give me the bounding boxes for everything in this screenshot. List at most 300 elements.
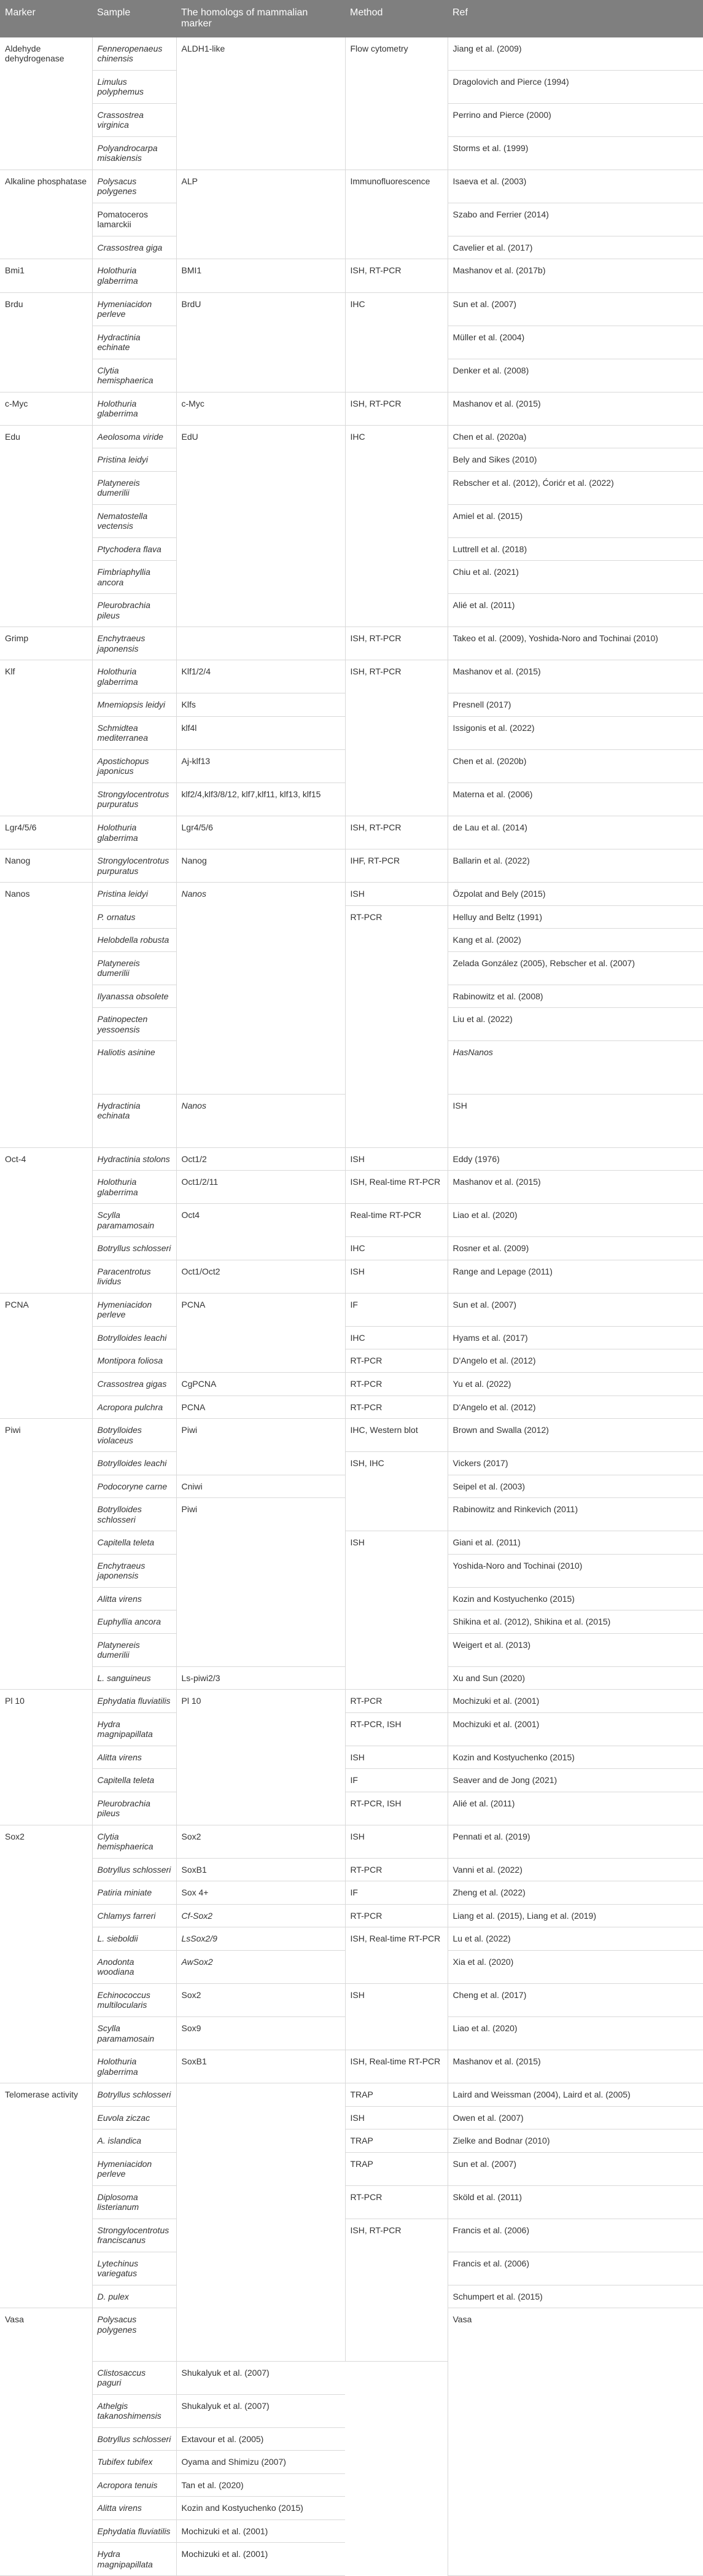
- ref-cell: Seipel et al. (2003): [448, 1475, 703, 1498]
- header-method: Method: [345, 0, 448, 37]
- homolog-cell: Sox2: [176, 1825, 345, 1858]
- marker-cell: Oct-4: [0, 1147, 92, 1293]
- ref-cell: Owen et al. (2007): [448, 2106, 703, 2129]
- ref-cell: Takeo et al. (2009), Yoshida-Noro and Tochinai (2010): [448, 627, 703, 660]
- ref-cell: Rabinowitz and Rinkevich (2011): [448, 1498, 703, 1531]
- homolog-cell: Aj-klf13: [176, 749, 345, 783]
- ref-cell: Chen et al. (2020a): [448, 425, 703, 448]
- sample-cell: Enchytraeus japonensis: [92, 1554, 176, 1587]
- sample-cell: Montipora foliosa: [92, 1349, 176, 1373]
- method-cell: RT-PCR: [345, 2185, 448, 2219]
- sample-cell: Mnemiopsis leidyi: [92, 693, 176, 717]
- sample-cell: Anodonta woodiana: [92, 1950, 176, 1983]
- method-cell: ISH, RT-PCR: [345, 816, 448, 849]
- sample-cell: Hydractinia stolons: [92, 1147, 176, 1171]
- table-row: [0, 1858, 703, 1881]
- sample-cell: Enchytraeus japonensis: [92, 627, 176, 660]
- homolog-cell: Pl 10: [176, 1690, 345, 1825]
- table-row: [0, 1293, 703, 1326]
- table-row: [0, 2185, 703, 2219]
- ref-cell: Mochizuki et al. (2001): [176, 2519, 345, 2543]
- method-cell: ISH, RT-PCR: [345, 392, 448, 425]
- homolog-cell: Cniwi: [176, 1475, 345, 1498]
- table-row: [0, 1147, 703, 1171]
- homolog-cell: ALP: [176, 170, 345, 259]
- ref-cell: Rabinowitz et al. (2008): [448, 985, 703, 1008]
- ref-cell: Özpolat and Bely (2015): [448, 883, 703, 906]
- method-cell: IHC: [345, 1326, 448, 1349]
- ref-cell: Liang et al. (2015), Liang et al. (2019): [448, 1904, 703, 1927]
- ref-cell: Weigert et al. (2013): [448, 1633, 703, 1666]
- sample-cell: Podocoryne carne: [92, 1475, 176, 1498]
- sample-cell: D. pulex: [92, 2285, 176, 2308]
- sample-cell: Pleurobrachia pileus: [92, 594, 176, 627]
- table-row: [0, 1260, 703, 1293]
- marker-cell: Telomerase activity: [0, 2083, 92, 2308]
- ref-cell: Presnell (2017): [448, 693, 703, 717]
- sample-cell: Alitta virens: [92, 1587, 176, 1610]
- ref-cell: Szabo and Ferrier (2014): [448, 203, 703, 236]
- homolog-cell: Oct4: [176, 1204, 345, 1260]
- sample-cell: Helobdella robusta: [92, 929, 176, 952]
- table-row: [0, 2106, 703, 2129]
- homolog-cell: ALDH1-like: [176, 37, 345, 170]
- sample-cell: Crassostrea giga: [92, 236, 176, 259]
- sample-cell: Botryllus schlosseri: [92, 2427, 176, 2451]
- ref-cell: Shikina et al. (2012), Shikina et al. (2015): [448, 1610, 703, 1634]
- table-row: [0, 816, 703, 849]
- homolog-cell: Piwi: [176, 1419, 345, 1475]
- method-cell: ISH, Real-time RT-PCR: [345, 1171, 448, 1204]
- sample-cell: Haliotis asinine: [92, 1041, 176, 1095]
- ref-cell: Eddy (1976): [448, 1147, 703, 1171]
- table-row: [0, 425, 703, 448]
- method-cell: ISH: [448, 1094, 703, 1147]
- ref-cell: Rebscher et al. (2012), Ćorićr et al. (2022): [448, 471, 703, 504]
- sample-cell: Euphyllia ancora: [92, 1610, 176, 1634]
- table-row: [0, 1419, 703, 1452]
- table-row: [0, 37, 703, 71]
- table-row: [0, 660, 703, 693]
- method-cell: TRAP: [345, 2083, 448, 2107]
- method-cell: RT-PCR: [345, 1904, 448, 1927]
- sample-cell: L. sieboldii: [92, 1927, 176, 1951]
- homolog-cell: SoxB1: [176, 1858, 345, 1881]
- ref-cell: Rosner et al. (2009): [448, 1237, 703, 1260]
- homolog-cell: Oct1/2: [176, 1147, 345, 1171]
- ref-cell: D'Angelo et al. (2012): [448, 1349, 703, 1373]
- homolog-cell: PCNA: [176, 1293, 345, 1372]
- homolog-cell: BrdU: [176, 292, 345, 392]
- ref-cell: Sun et al. (2007): [448, 2152, 703, 2185]
- sample-cell: Fenneropenaeus chinensis: [92, 37, 176, 71]
- marker-cell: Aldehyde dehydrogenase: [0, 37, 92, 170]
- sample-cell: Clytia hemisphaerica: [92, 1825, 176, 1858]
- ref-cell: Shukalyuk et al. (2007): [176, 2394, 345, 2427]
- table-row: [0, 1204, 703, 1237]
- sample-cell: Capitella teleta: [92, 1531, 176, 1555]
- ref-cell: Sun et al. (2007): [448, 1293, 703, 1326]
- sample-cell: Polyandrocarpa misakiensis: [92, 136, 176, 170]
- method-cell: IF: [345, 1293, 448, 1326]
- ref-cell: Mochizuki et al. (2001): [176, 2543, 345, 2576]
- ref-cell: Liao et al. (2020): [448, 1204, 703, 1237]
- ref-cell: Xu and Sun (2020): [448, 1666, 703, 1690]
- table-row: [0, 883, 703, 906]
- method-cell: ISH: [345, 1531, 448, 1690]
- sample-cell: L. sanguineus: [92, 1666, 176, 1690]
- sample-cell: Capitella teleta: [92, 1769, 176, 1792]
- ref-cell: Denker et al. (2008): [448, 359, 703, 392]
- homolog-cell: Nanos: [176, 883, 345, 1095]
- ref-cell: Zheng et al. (2022): [448, 1881, 703, 1905]
- homolog-cell: Klf1/2/4: [176, 660, 345, 693]
- ref-cell: Brown and Swalla (2012): [448, 1419, 703, 1452]
- sample-cell: Botrylloides leachi: [92, 1452, 176, 1475]
- table-row: [0, 2219, 703, 2252]
- homolog-cell: Vasa: [448, 2308, 703, 2576]
- sample-cell: Pristina leidyi: [92, 883, 176, 906]
- method-cell: Flow cytometry: [345, 37, 448, 170]
- table-row: [0, 2050, 703, 2083]
- ref-cell: Schumpert et al. (2015): [448, 2285, 703, 2308]
- ref-cell: Cheng et al. (2017): [448, 1983, 703, 2016]
- sample-cell: Euvola ziczac: [92, 2106, 176, 2129]
- ref-cell: Giani et al. (2011): [448, 1531, 703, 1555]
- sample-cell: Pomatoceros lamarckii: [92, 203, 176, 236]
- table-row: [0, 1395, 703, 1419]
- sample-cell: Pristina leidyi: [92, 448, 176, 472]
- table-row: [0, 1904, 703, 1927]
- homolog-cell: Ls-piwi2/3: [176, 1666, 345, 1690]
- marker-cell: Vasa: [0, 2308, 92, 2576]
- marker-cell: Nanos: [0, 883, 92, 1148]
- method-cell: IHC: [345, 425, 448, 627]
- sample-cell: Alitta virens: [92, 1746, 176, 1769]
- sample-cell: Aeolosoma viride: [92, 425, 176, 448]
- ref-cell: D'Angelo et al. (2012): [448, 1395, 703, 1419]
- header-homolog: The homologs of mammalian marker: [176, 0, 345, 37]
- ref-cell: Hyams et al. (2017): [448, 1326, 703, 1349]
- sample-cell: Athelgis takanoshimensis: [92, 2394, 176, 2427]
- homolog-cell: LsSox2/9: [176, 1927, 345, 1951]
- sample-cell: Holothuria glaberrima: [92, 660, 176, 693]
- table-row: [0, 392, 703, 425]
- sample-cell: Ephydatia fluviatilis: [92, 1690, 176, 1713]
- method-cell: Immunofluorescence: [345, 170, 448, 259]
- ref-cell: Lu et al. (2022): [448, 1927, 703, 1951]
- ref-cell: Kozin and Kostyuchenko (2015): [448, 1746, 703, 1769]
- homolog-cell: CgPCNA: [176, 1372, 345, 1395]
- ref-cell: Kozin and Kostyuchenko (2015): [176, 2497, 345, 2520]
- ref-cell: Mashanov et al. (2017b): [448, 259, 703, 292]
- sample-cell: Strongylocentrotus purpuratus: [92, 849, 176, 883]
- sample-cell: Patiria miniate: [92, 1881, 176, 1905]
- sample-cell: Scylla paramamosain: [92, 1204, 176, 1237]
- homolog-cell: Sox 4+: [176, 1881, 345, 1905]
- ref-cell: Mashanov et al. (2015): [448, 392, 703, 425]
- table-row: [0, 1769, 703, 1792]
- ref-cell: Sun et al. (2007): [448, 292, 703, 326]
- method-cell: IHC: [345, 1237, 448, 1260]
- homolog-cell: AwSox2: [176, 1950, 345, 1983]
- marker-cell: Sox2: [0, 1825, 92, 2083]
- method-cell: RT-PCR: [345, 1395, 448, 1419]
- ref-cell: Perrino and Pierce (2000): [448, 103, 703, 136]
- ref-cell: Kang et al. (2002): [448, 929, 703, 952]
- sample-cell: Schmidtea mediterranea: [92, 716, 176, 749]
- method-cell: ISH, RT-PCR: [345, 2219, 448, 2361]
- table-row: [0, 1746, 703, 1769]
- sample-cell: Alitta virens: [92, 2497, 176, 2520]
- ref-cell: Xia et al. (2020): [448, 1950, 703, 1983]
- ref-cell: Helluy and Beltz (1991): [448, 905, 703, 929]
- method-cell: RT-PCR: [345, 1690, 448, 1713]
- sample-cell: Botrylloides schlosseri: [92, 1498, 176, 1531]
- sample-cell: Polysacus polygenes: [92, 2308, 176, 2362]
- table-row: [0, 1326, 703, 1349]
- ref-cell: Kozin and Kostyuchenko (2015): [448, 1587, 703, 1610]
- homolog-cell: c-Myc: [176, 392, 345, 425]
- ref-cell: Vickers (2017): [448, 1452, 703, 1475]
- ref-cell: Zielke and Bodnar (2010): [448, 2129, 703, 2153]
- method-cell: IHC, Western blot: [345, 1419, 448, 1452]
- table-row: [0, 1349, 703, 1373]
- method-cell: RT-PCR: [345, 905, 448, 1147]
- sample-cell: Ptychodera flava: [92, 537, 176, 561]
- method-cell: ISH: [345, 1147, 448, 1171]
- sample-cell: Scylla paramamosain: [92, 2017, 176, 2050]
- method-cell: RT-PCR, ISH: [345, 1792, 448, 1825]
- homolog-cell: Lgr4/5/6: [176, 816, 345, 849]
- marker-cell: Grimp: [0, 627, 92, 660]
- header-sample: Sample: [92, 0, 176, 37]
- method-cell: IHC: [345, 292, 448, 392]
- ref-cell: Materna et al. (2006): [448, 783, 703, 816]
- marker-cell: Pl 10: [0, 1690, 92, 1825]
- ref-cell: Issigonis et al. (2022): [448, 716, 703, 749]
- sample-cell: Hydra magnipapillata: [92, 1712, 176, 1746]
- ref-cell: Jiang et al. (2009): [448, 37, 703, 71]
- marker-cell: Brdu: [0, 292, 92, 392]
- table-row: [0, 1372, 703, 1395]
- table-row: [0, 1881, 703, 1905]
- sample-cell: Platynereis dumerilii: [92, 951, 176, 985]
- ref-cell: Chiu et al. (2021): [448, 561, 703, 594]
- ref-cell: Yoshida-Noro and Tochinai (2010): [448, 1554, 703, 1587]
- ref-cell: Seaver and de Jong (2021): [448, 1769, 703, 1792]
- sample-cell: Strongylocentrotus purpuratus: [92, 783, 176, 816]
- ref-cell: Amiel et al. (2015): [448, 504, 703, 537]
- method-cell: IF: [345, 1881, 448, 1905]
- method-cell: ISH, RT-PCR: [345, 660, 448, 816]
- method-cell: TRAP: [345, 2129, 448, 2153]
- ref-cell: Laird and Weissman (2004), Laird et al. (2005): [448, 2083, 703, 2107]
- table-row: [0, 292, 703, 326]
- sample-cell: Clytia hemisphaerica: [92, 359, 176, 392]
- table-row: [0, 2152, 703, 2185]
- method-cell: ISH, Real-time RT-PCR: [345, 2050, 448, 2083]
- table-row: [0, 2083, 703, 2107]
- ref-cell: Mochizuki et al. (2001): [448, 1690, 703, 1713]
- ref-cell: Mochizuki et al. (2001): [448, 1712, 703, 1746]
- ref-cell: Ballarin et al. (2022): [448, 849, 703, 883]
- ref-cell: Chen et al. (2020b): [448, 749, 703, 783]
- method-cell: IF: [345, 1769, 448, 1792]
- ref-cell: Cavelier et al. (2017): [448, 236, 703, 259]
- ref-cell: Extavour et al. (2005): [176, 2427, 345, 2451]
- table-row: [0, 1237, 703, 1260]
- homolog-cell: Nanos: [176, 1094, 345, 1147]
- sample-cell: Platynereis dumerilii: [92, 471, 176, 504]
- method-cell: ISH: [345, 2106, 448, 2129]
- sample-cell: Polysacus polygenes: [92, 170, 176, 203]
- ref-cell: Mashanov et al. (2015): [448, 2050, 703, 2083]
- homolog-cell: Cf-Sox2: [176, 1904, 345, 1927]
- sample-cell: Crassostrea gigas: [92, 1372, 176, 1395]
- header-row: [0, 0, 703, 37]
- ref-cell: Bely and Sikes (2010): [448, 448, 703, 472]
- ref-cell: Yu et al. (2022): [448, 1372, 703, 1395]
- marker-cell: Piwi: [0, 1419, 92, 1690]
- sample-cell: Fimbriaphyllia ancora: [92, 561, 176, 594]
- sample-cell: Crassostrea virginica: [92, 103, 176, 136]
- sample-cell: Holothuria glaberrima: [92, 1171, 176, 1204]
- ref-cell: Sköld et al. (2011): [448, 2185, 703, 2219]
- sample-cell: Botrylloides violaceus: [92, 1419, 176, 1452]
- homolog-cell: [176, 627, 345, 660]
- table-body: [0, 37, 703, 2576]
- homolog-cell: PCNA: [176, 1395, 345, 1419]
- table-row: [0, 1792, 703, 1825]
- table-row: [0, 1825, 703, 1858]
- homolog-cell: Sox9: [176, 2017, 345, 2050]
- method-cell: RT-PCR: [345, 1372, 448, 1395]
- sample-cell: Clistosaccus paguri: [92, 2361, 176, 2394]
- sample-cell: Hydra magnipapillata: [92, 2543, 176, 2576]
- sample-cell: A. islandica: [92, 2129, 176, 2153]
- sample-cell: Apostichopus japonicus: [92, 749, 176, 783]
- sample-cell: Holothuria glaberrima: [92, 2050, 176, 2083]
- ref-cell: Müller et al. (2004): [448, 326, 703, 359]
- sample-cell: Holothuria glaberrima: [92, 816, 176, 849]
- table-row: [0, 1927, 703, 1951]
- method-cell: ISH, RT-PCR: [345, 627, 448, 660]
- sample-cell: Lytechinus variegatus: [92, 2252, 176, 2285]
- sample-cell: Ephydatia fluviatilis: [92, 2519, 176, 2543]
- method-cell: ISH: [345, 1825, 448, 1858]
- method-cell: ISH, RT-PCR: [345, 259, 448, 292]
- sample-cell: Hymeniacidon perleve: [92, 2152, 176, 2185]
- ref-cell: de Lau et al. (2014): [448, 816, 703, 849]
- marker-cell: Nanog: [0, 849, 92, 883]
- sample-cell: Hymeniacidon perleve: [92, 1293, 176, 1326]
- method-cell: IHF, RT-PCR: [345, 849, 448, 883]
- method-cell: ISH: [345, 883, 448, 906]
- header-ref: Ref: [448, 0, 703, 37]
- marker-cell: c-Myc: [0, 392, 92, 425]
- table-row: [0, 1712, 703, 1746]
- method-cell: RT-PCR: [345, 1858, 448, 1881]
- table-row: [0, 1171, 703, 1204]
- sample-cell: Ilyanassa obsolete: [92, 985, 176, 1008]
- marker-cell: Lgr4/5/6: [0, 816, 92, 849]
- ref-cell: Alié et al. (2011): [448, 594, 703, 627]
- ref-cell: Pennati et al. (2019): [448, 1825, 703, 1858]
- homolog-cell: HasNanos: [448, 1041, 703, 1095]
- method-cell: TRAP: [345, 2152, 448, 2185]
- homolog-cell: Oct1/Oct2: [176, 1260, 345, 1293]
- table-row: [0, 627, 703, 660]
- sample-cell: Paracentrotus lividus: [92, 1260, 176, 1293]
- sample-cell: Holothuria glaberrima: [92, 259, 176, 292]
- sample-cell: Acropora pulchra: [92, 1395, 176, 1419]
- ref-cell: Liu et al. (2022): [448, 1008, 703, 1041]
- ref-cell: Francis et al. (2006): [448, 2252, 703, 2285]
- sample-cell: Acropora tenuis: [92, 2473, 176, 2497]
- table-row: [0, 259, 703, 292]
- ref-cell: Tan et al. (2020): [176, 2473, 345, 2497]
- table-row: [0, 2129, 703, 2153]
- table-row: [0, 849, 703, 883]
- table-row: [0, 170, 703, 203]
- ref-cell: Liao et al. (2020): [448, 2017, 703, 2050]
- sample-cell: Hydractinia echinate: [92, 326, 176, 359]
- marker-cell: Bmi1: [0, 259, 92, 292]
- ref-cell: Mashanov et al. (2015): [448, 660, 703, 693]
- ref-cell: Dragolovich and Pierce (1994): [448, 70, 703, 103]
- sample-cell: Hymeniacidon perleve: [92, 292, 176, 326]
- homolog-cell: Nanog: [176, 849, 345, 883]
- sample-cell: Chlamys farreri: [92, 1904, 176, 1927]
- sample-cell: Botryllus schlosseri: [92, 2083, 176, 2107]
- ref-cell: Range and Lepage (2011): [448, 1260, 703, 1293]
- sample-cell: Hydractinia echinata: [92, 1094, 176, 1147]
- method-cell: Real-time RT-PCR: [345, 1204, 448, 1237]
- header-marker: Marker: [0, 0, 92, 37]
- ref-cell: Zelada González (2005), Rebscher et al. (2007): [448, 951, 703, 985]
- ref-cell: Oyama and Shimizu (2007): [176, 2451, 345, 2474]
- ref-cell: Alié et al. (2011): [448, 1792, 703, 1825]
- method-cell: ISH, Real-time RT-PCR: [345, 1927, 448, 1984]
- homolog-cell: klf2/4,klf3/8/12, klf7,klf11, klf13, klf15: [176, 783, 345, 816]
- homolog-cell: SoxB1: [176, 2050, 345, 2083]
- sample-cell: Echinococcus multilocularis: [92, 1983, 176, 2016]
- method-cell: RT-PCR: [345, 1349, 448, 1373]
- ref-cell: Francis et al. (2006): [448, 2219, 703, 2252]
- homolog-cell: Piwi: [176, 1498, 345, 1667]
- homolog-cell: BMI1: [176, 259, 345, 292]
- sample-cell: Limulus polyphemus: [92, 70, 176, 103]
- ref-cell: Storms et al. (1999): [448, 136, 703, 170]
- sample-cell: Botryllus schlosseri: [92, 1858, 176, 1881]
- marker-cell: Edu: [0, 425, 92, 627]
- marker-cell: Klf: [0, 660, 92, 816]
- ref-cell: Mashanov et al. (2015): [448, 1171, 703, 1204]
- method-cell: ISH: [345, 1746, 448, 1769]
- sample-cell: Platynereis dumerilii: [92, 1633, 176, 1666]
- marker-cell: Alkaline phosphatase: [0, 170, 92, 259]
- sample-cell: Holothuria glaberrima: [92, 392, 176, 425]
- sample-cell: Patinopecten yessoensis: [92, 1008, 176, 1041]
- marker-cell: PCNA: [0, 1293, 92, 1418]
- method-cell: RT-PCR, ISH: [345, 1712, 448, 1746]
- sample-cell: P. ornatus: [92, 905, 176, 929]
- ref-cell: Vanni et al. (2022): [448, 1858, 703, 1881]
- sample-cell: Pleurobrachia pileus: [92, 1792, 176, 1825]
- sample-cell: Botrylloides leachi: [92, 1326, 176, 1349]
- sample-cell: Diplosoma listerianum: [92, 2185, 176, 2219]
